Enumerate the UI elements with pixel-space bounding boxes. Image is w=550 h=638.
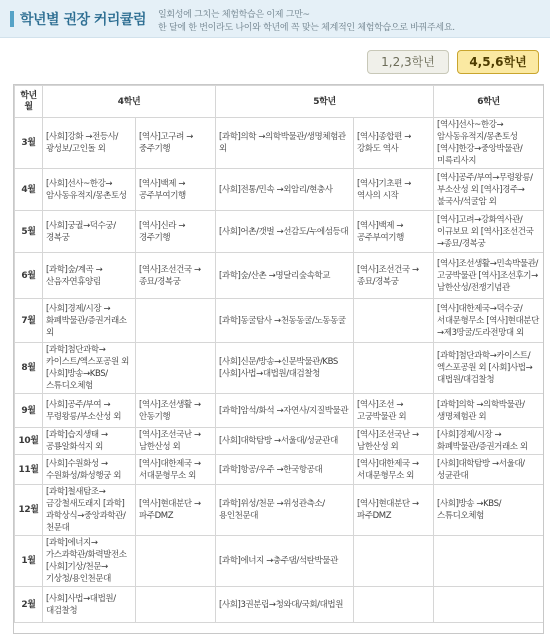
month-column-header: 학년 월 — [15, 86, 43, 118]
curriculum-cell: [사회]신문/방송→신문박물관/KBS [사회]사법→대법원/대검찰청 — [216, 343, 354, 394]
table-body — [15, 118, 544, 623]
curriculum-cell: [과학]암석/화석 →자연사/지질박물관 — [216, 394, 354, 428]
curriculum-cell: [과학]항공/우주 →한국항공대 — [216, 455, 354, 485]
curriculum-cell: [역사]조선국난 →남한산성 외 — [136, 428, 216, 455]
month-cell: 9월 — [15, 394, 43, 428]
curriculum-cell — [136, 343, 216, 394]
curriculum-cell: [과학]숲/계곡 →산음자연휴양림 — [43, 253, 136, 299]
curriculum-cell — [354, 536, 434, 587]
page-header — [0, 0, 550, 38]
curriculum-cell — [354, 299, 434, 343]
curriculum-cell: [사회]궁궐→덕수궁/경복궁 — [43, 211, 136, 253]
curriculum-cell: [과학]위성/천문 →위성관측소/용인천문대 — [216, 485, 354, 536]
curriculum-cell — [354, 343, 434, 394]
curriculum-cell: [과학]철새탐조→금강철새도래지 [과학]과학상식→중앙과학관/천문대 — [43, 485, 136, 536]
curriculum-cell — [354, 587, 434, 623]
curriculum-cell: [역사]종합편 →강화도 역사 — [354, 118, 434, 169]
curriculum-cell: [역사]기초편 →역사의 시작 — [354, 169, 434, 211]
page-title: 학년별 권장 커리큘럼 — [20, 12, 146, 28]
curriculum-cell: [과학]첨단과학→카이스트/엑스포공원 외 [사회]방송→KBS/스튜디오체험 — [43, 343, 136, 394]
curriculum-cell: [사회]경제/시장 →화폐박물관/증권거래소 외 — [43, 299, 136, 343]
curriculum-cell — [136, 299, 216, 343]
table-row — [15, 299, 544, 343]
table-row — [15, 118, 544, 169]
curriculum-cell: [과학]의학 →의학박물관/생명체험관 외 — [434, 394, 544, 428]
month-cell: 11월 — [15, 455, 43, 485]
curriculum-cell: [과학]습지생태 →공룡알화석지 외 — [43, 428, 136, 455]
month-cell: 1월 — [15, 536, 43, 587]
curriculum-cell: [역사]현대분단 →파주DMZ — [136, 485, 216, 536]
curriculum-table — [14, 85, 544, 623]
curriculum-cell: [역사]대한제국 →서대문형무소 외 — [136, 455, 216, 485]
table-row — [15, 169, 544, 211]
table-row — [15, 587, 544, 623]
curriculum-cell: [역사]백제 →공주부여기행 — [136, 169, 216, 211]
curriculum-cell: [역사]대한제국→덕수궁/서대문형무소 [역사]현대분단→제3땅굴/도라전망대 외 — [434, 299, 544, 343]
curriculum-cell: [역사]신라 →경주기행 — [136, 211, 216, 253]
grade-header-5: 5학년 — [216, 86, 434, 118]
grade-header-4: 4학년 — [43, 86, 216, 118]
month-cell: 12월 — [15, 485, 43, 536]
table-row — [15, 455, 544, 485]
curriculum-cell: [사회]어촌/갯벌 →선감도/누에섬등대 — [216, 211, 354, 253]
curriculum-cell: [역사]공주/부여→무령왕릉/부소산성 외 [역사]경주→불국사/석굴암 외 — [434, 169, 544, 211]
table-header-row — [15, 86, 544, 118]
curriculum-cell: [사회]사법→대법원/대검찰청 — [43, 587, 136, 623]
grade-header-6: 6학년 — [434, 86, 544, 118]
curriculum-cell — [434, 587, 544, 623]
curriculum-cell: [사회]선사~한강→암사동유적지/몽촌토성 — [43, 169, 136, 211]
tab-grade-4-5-6[interactable]: 4,5,6학년 — [457, 50, 539, 74]
tab-grade-1-2-3[interactable]: 1,2,3학년 — [367, 50, 449, 74]
curriculum-cell — [434, 536, 544, 587]
month-cell: 6월 — [15, 253, 43, 299]
curriculum-cell: [사회]대학탐방 →서울대/성균관대 — [216, 428, 354, 455]
curriculum-cell: [역사]현대분단 →파주DMZ — [354, 485, 434, 536]
curriculum-table-frame — [13, 84, 544, 634]
curriculum-cell: [사회]3권분립→청와대/국회/대법원 — [216, 587, 354, 623]
title-accent-bar — [10, 11, 14, 27]
month-cell: 3월 — [15, 118, 43, 169]
table-row — [15, 253, 544, 299]
month-cell: 4월 — [15, 169, 43, 211]
curriculum-cell: [과학]에너지→가스과학관/화력발전소 [사회]기상/천문→기상청/용인천문대 — [43, 536, 136, 587]
curriculum-cell: [역사]조선건국 →종묘/경복궁 — [354, 253, 434, 299]
table-row — [15, 485, 544, 536]
curriculum-cell: [역사]조선생활 →안동기행 — [136, 394, 216, 428]
table-row — [15, 536, 544, 587]
curriculum-cell: [사회]경제/시장 →화폐박물관/증권거래소 외 — [434, 428, 544, 455]
curriculum-cell: [역사]백제 →공주부여기행 — [354, 211, 434, 253]
curriculum-cell: [역사]고려→강화역사관/이규보묘 외 [역사]조선건국 →종묘/경복궁 — [434, 211, 544, 253]
curriculum-cell — [136, 587, 216, 623]
page-subtitle-line1: 일회성에 그치는 체험학습은 이제 그만~ — [158, 10, 310, 20]
month-cell: 8월 — [15, 343, 43, 394]
month-cell: 10월 — [15, 428, 43, 455]
curriculum-cell: [사회]수원화성 →수원화성/화성행궁 외 — [43, 455, 136, 485]
table-row — [15, 211, 544, 253]
curriculum-cell: [역사]조선건국 →종묘/경복궁 — [136, 253, 216, 299]
page-subtitle-line2: 한 달에 한 번이라도 나이와 학년에 꼭 맞는 체계적인 체험학습으로 바꿔주세요. — [158, 23, 455, 33]
month-cell: 2월 — [15, 587, 43, 623]
curriculum-cell: [역사]대한제국 →서대문형무소 외 — [354, 455, 434, 485]
curriculum-cell: [사회]대학탐방 →서울대/성균관대 — [434, 455, 544, 485]
curriculum-cell: [과학]첨단과학→카이스트/엑스포공원 외 [사회]사법→대법원/대검찰청 — [434, 343, 544, 394]
curriculum-cell: [역사]고구려 →중주기행 — [136, 118, 216, 169]
curriculum-cell: [과학]동굴탐사 →천동동굴/노동동굴 — [216, 299, 354, 343]
curriculum-cell: [과학]의학 →의학박물관/생명체험관 외 — [216, 118, 354, 169]
month-cell: 5월 — [15, 211, 43, 253]
curriculum-cell: [역사]선사~한강→암사동유적지/몽촌토성 [역사]한강→중앙박물관/미륵리사지 — [434, 118, 544, 169]
curriculum-cell: [사회]전통/민속 →외암리/현충사 — [216, 169, 354, 211]
table-row — [15, 343, 544, 394]
curriculum-cell: [과학]에너지 →충주댐/석탄박물관 — [216, 536, 354, 587]
table-row — [15, 428, 544, 455]
curriculum-cell: [역사]조선생활→민속박물관/고궁박물관 [역사]조선후기→남한산성/전쟁기념관 — [434, 253, 544, 299]
curriculum-cell: [사회]공주/부여 →무령왕릉/부소산성 외 — [43, 394, 136, 428]
curriculum-cell: [과학]숲/산촌 →명달리숲속학교 — [216, 253, 354, 299]
curriculum-cell: [사회]방송 →KBS/스튜디오체험 — [434, 485, 544, 536]
month-cell: 7월 — [15, 299, 43, 343]
table-row — [15, 394, 544, 428]
curriculum-cell: [사회]강화 →전등사/광성보/고인돌 외 — [43, 118, 136, 169]
curriculum-cell: [역사]조선국난 →남한산성 외 — [354, 428, 434, 455]
curriculum-cell — [136, 536, 216, 587]
curriculum-cell: [역사]조선 →고궁박물관 외 — [354, 394, 434, 428]
